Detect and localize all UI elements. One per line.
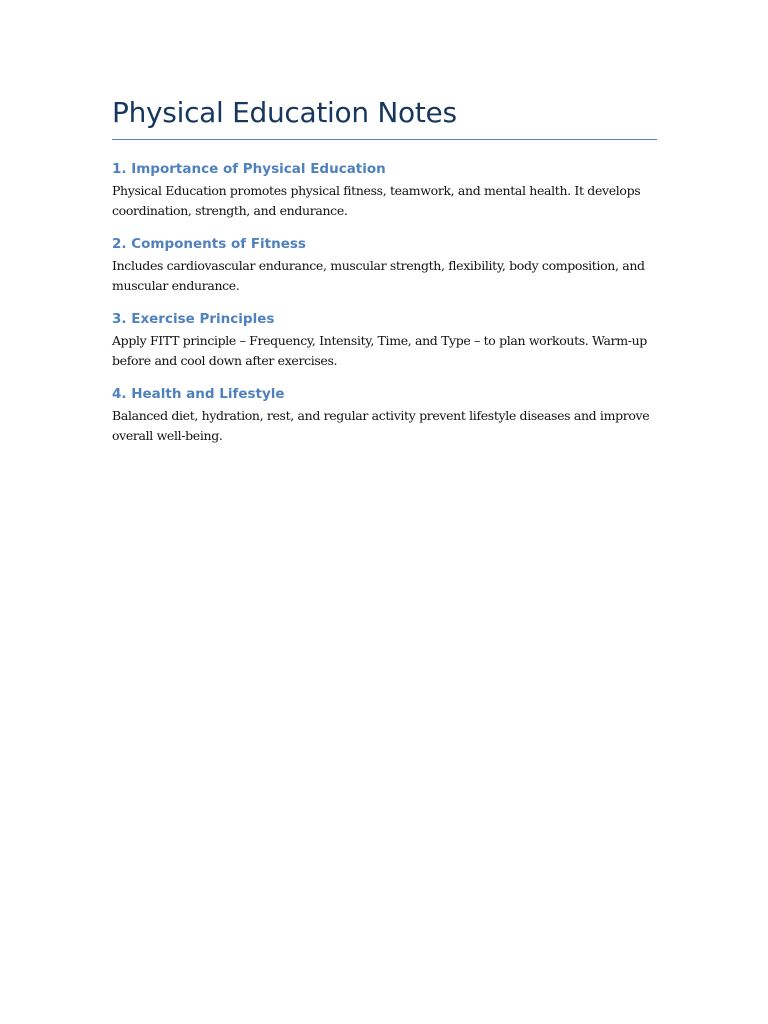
document-title: Physical Education Notes bbox=[112, 96, 457, 129]
section-body: Balanced diet, hydration, rest, and regular activity prevent lifestyle diseases and improve overall well-being. bbox=[112, 408, 650, 443]
section-heading: 2. Components of Fitness bbox=[112, 236, 306, 252]
section-components bbox=[112, 235, 657, 296]
section-body: Apply FITT principle – Frequency, Intensity, Time, and Type – to plan workouts. Warm-up before and cool down after exercises. bbox=[112, 333, 647, 368]
section-lifestyle bbox=[112, 385, 657, 446]
section-principles bbox=[112, 310, 657, 371]
section-body: Physical Education promotes physical fitness, teamwork, and mental health. It develops coordination, strength, and endurance. bbox=[112, 183, 641, 218]
title-underline bbox=[112, 139, 657, 140]
section-heading: 1. Importance of Physical Education bbox=[112, 161, 386, 177]
document-content bbox=[112, 93, 657, 460]
section-body: Includes cardiovascular endurance, muscular strength, flexibility, body composition, and muscular endurance. bbox=[112, 258, 645, 293]
section-importance bbox=[112, 160, 657, 221]
section-heading: 3. Exercise Principles bbox=[112, 311, 275, 327]
section-heading: 4. Health and Lifestyle bbox=[112, 386, 285, 402]
